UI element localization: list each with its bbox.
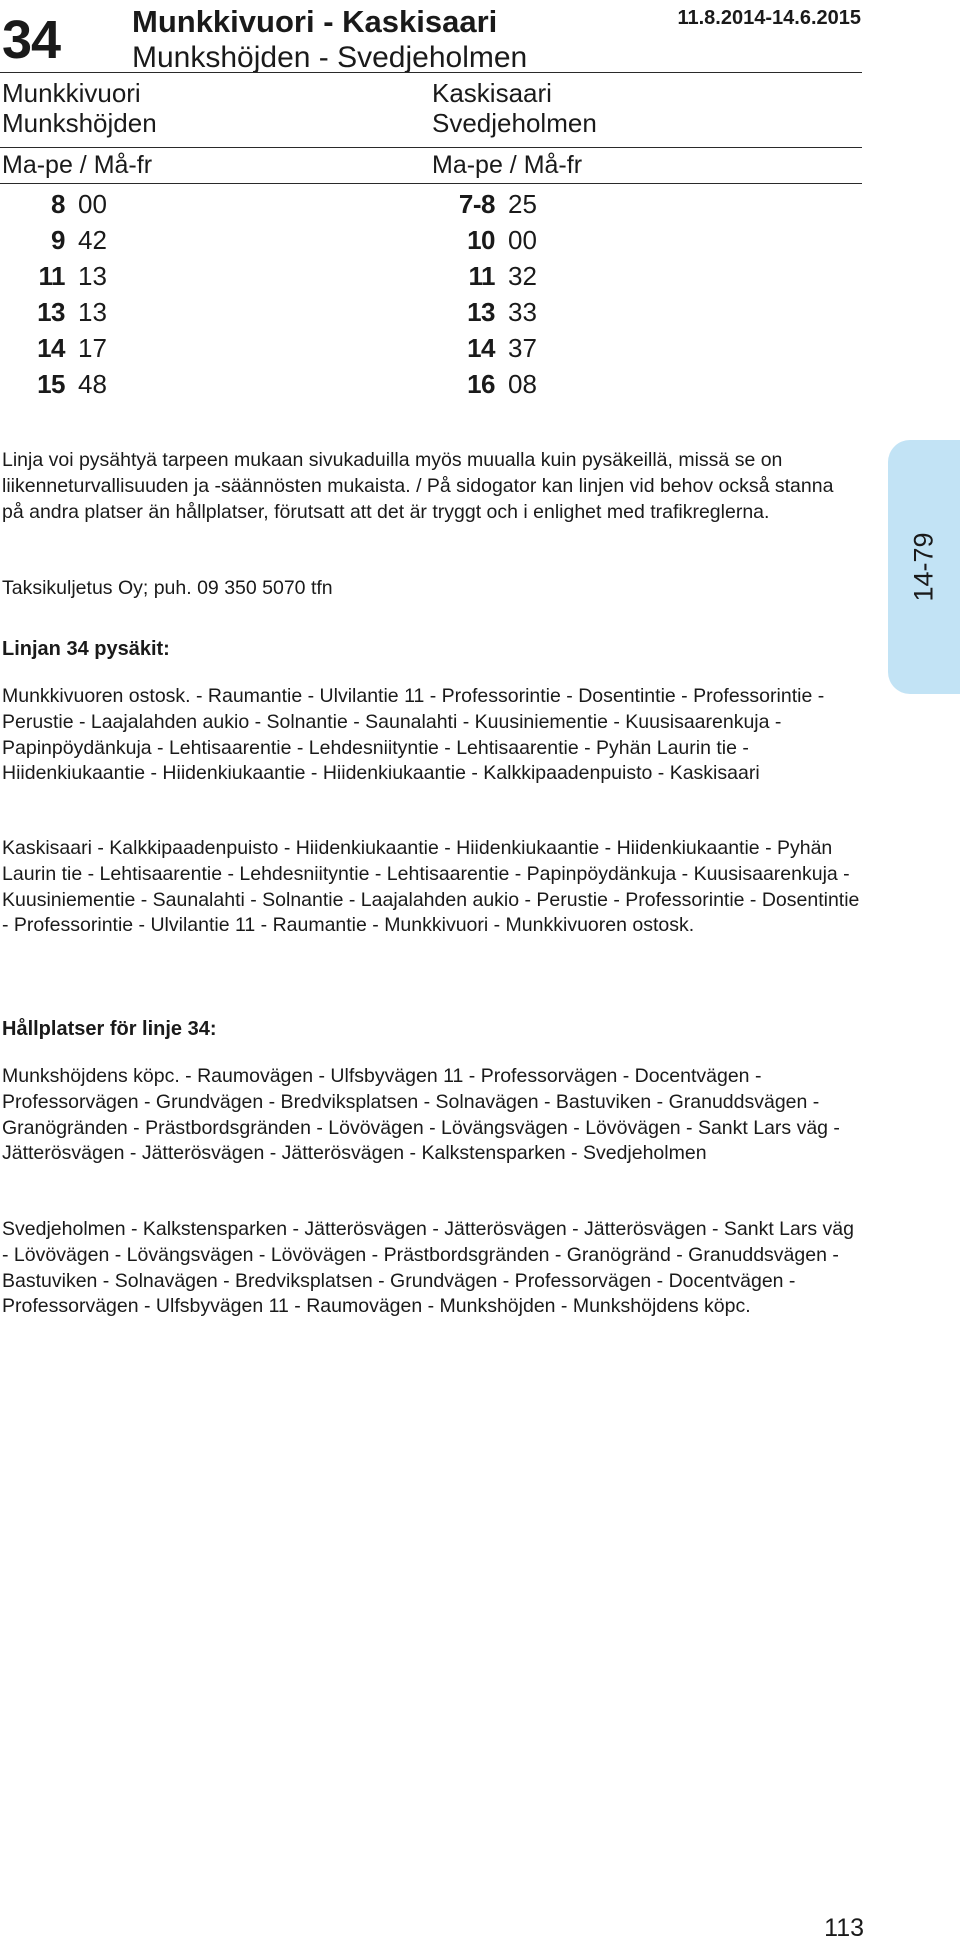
left-timetable bbox=[0, 186, 107, 402]
departure-minutes: 33 bbox=[508, 296, 537, 327]
header-titles bbox=[132, 4, 527, 76]
route-title-fi: Munkkivuori - Kaskisaari bbox=[132, 4, 498, 39]
stops-list-fi-outbound: Munkkivuoren ostosk. - Raumantie - Ulvilantie 11 - Professorintie - Dosentintie - Professorintie - Perustie - Laajalahden aukio - Solnantie - Saunalahti - Kuusiniementie - Kuusisaarenkuja - Papinpöydänkuja - Lehtisaarentie - Lehdesniityntie - Lehtisaarentie - Pyhän Laurin tie - Hiidenkiukaantie - Hiidenkiukaantie - Hiidenkiukaantie - Kalkkipaadenpuisto - Kaskisaari bbox=[2, 685, 825, 785]
departure-hour: 13 bbox=[467, 296, 495, 327]
departure-hour: 14 bbox=[37, 332, 65, 363]
left-column-header bbox=[2, 78, 422, 138]
stops-divider bbox=[0, 147, 862, 148]
departure-hour: 7-8 bbox=[458, 188, 495, 219]
departure-row bbox=[0, 186, 107, 222]
departure-row bbox=[0, 330, 107, 366]
departure-row bbox=[0, 258, 107, 294]
departure-row bbox=[430, 294, 537, 330]
page-number: 113 bbox=[824, 1914, 864, 1942]
departure-row bbox=[430, 366, 537, 402]
departure-hour: 14 bbox=[467, 332, 495, 363]
departure-minutes: 25 bbox=[508, 188, 537, 219]
left-days: Ma-pe / Må-fr bbox=[2, 151, 153, 179]
departure-hour: 10 bbox=[467, 224, 495, 255]
stops-heading-sv: Hållplatser för linje 34: bbox=[2, 1018, 217, 1040]
departure-hour: 13 bbox=[37, 296, 65, 327]
right-days: Ma-pe / Må-fr bbox=[432, 151, 583, 179]
header-divider bbox=[0, 72, 862, 73]
stops-list-sv-inbound: Svedjeholmen - Kalkstensparken - Jätterösvägen - Jätterösvägen - Jätterösvägen - Sankt Lars väg - Lövövägen - Lövängsvägen - Lövövägen - Prästbordsgränden - Granögränd - Granuddsvägen - Bastuviken - Solnavägen - Bredviksplatsen - Grundvägen - Professorvägen - Docentvägen - Professorvägen - Ulfsbyvägen 11 - Raumovägen - Munkshöjden - Munkshöjdens köpc. bbox=[2, 1218, 854, 1318]
route-number: 34 bbox=[2, 10, 61, 70]
departure-hour: 15 bbox=[37, 368, 65, 399]
right-stop-name-fi: Kaskisaari bbox=[432, 78, 552, 108]
departure-row bbox=[0, 366, 107, 402]
departure-row bbox=[430, 186, 537, 222]
stops-list-sv-outbound: Munkshöjdens köpc. - Raumovägen - Ulfsbyvägen 11 - Professorvägen - Docentvägen - Professorvägen - Grundvägen - Bredviksplatsen - Solnavägen - Bastuviken - Granuddsvägen - Granögränden - Prästbordsgränden - Lövövägen - Lövängsvägen - Lövövägen - Sankt Lars väg - Jätterösvägen - Jätterösvägen - Jätterösvägen - Kalkstensparken - Svedjeholmen bbox=[2, 1065, 840, 1165]
departure-row bbox=[430, 330, 537, 366]
departure-minutes: 08 bbox=[508, 368, 537, 399]
departure-minutes: 37 bbox=[508, 332, 537, 363]
departure-hour: 11 bbox=[468, 260, 495, 291]
stops-list-fi-inbound: Kaskisaari - Kalkkipaadenpuisto - Hiidenkiukaantie - Hiidenkiukaantie - Hiidenkiukaantie - Pyhän Laurin tie - Lehtisaarentie - Lehdesniityntie - Lehtisaarentie - Papinpöydänkuja - Kuusisaarenkuja - Kuusiniementie - Saunalahti - Solnantie - Laajalahden aukio - Perustie - Professorintie - Dosentintie - Professorintie - Ulvilantie 11 - Raumantie - Munkkivuori - Munkkivuoren ostosk. bbox=[2, 837, 860, 937]
left-stop-name-fi: Munkkivuori bbox=[2, 78, 141, 108]
route-title-sv: Munkshöjden - Svedjeholmen bbox=[132, 41, 528, 74]
departure-row bbox=[430, 222, 537, 258]
days-divider bbox=[0, 183, 862, 184]
right-timetable bbox=[430, 186, 537, 402]
departure-hour: 9 bbox=[51, 224, 65, 255]
stopping-notice: Linja voi pysähtyä tarpeen mukaan sivukaduilla myös muualla kuin pysäkeillä, missä se on liikenneturvallisuuden ja -säännösten mukaista. / På sidogator kan linjen vid behov också stanna på andra platser än hållplatser, förutsatt att det är tryggt och i enlighet med trafikreglerna. bbox=[2, 449, 834, 523]
operator-info: Taksikuljetus Oy; puh. 09 350 5070 tfn bbox=[2, 577, 333, 599]
departure-hour: 8 bbox=[51, 188, 65, 219]
stops-heading-fi: Linjan 34 pysäkit: bbox=[2, 638, 170, 660]
departure-row bbox=[430, 258, 537, 294]
departure-minutes: 00 bbox=[508, 224, 537, 255]
departure-minutes: 48 bbox=[78, 368, 107, 399]
departure-minutes: 17 bbox=[78, 332, 107, 363]
departure-minutes: 00 bbox=[78, 188, 107, 219]
departure-minutes: 32 bbox=[508, 260, 537, 291]
departure-minutes: 42 bbox=[78, 224, 107, 255]
section-tab-label: 14-79 bbox=[908, 532, 939, 602]
right-column-header bbox=[432, 78, 852, 138]
section-tab bbox=[888, 440, 960, 694]
right-stop-name-sv: Svedjeholmen bbox=[432, 108, 597, 138]
departure-minutes: 13 bbox=[78, 260, 107, 291]
validity-period: 11.8.2014-14.6.2015 bbox=[677, 7, 861, 29]
departure-row bbox=[0, 294, 107, 330]
left-stop-name-sv: Munkshöjden bbox=[2, 108, 157, 138]
departure-hour: 11 bbox=[38, 260, 65, 291]
departure-row bbox=[0, 222, 107, 258]
departure-hour: 16 bbox=[467, 368, 495, 399]
departure-minutes: 13 bbox=[78, 296, 107, 327]
